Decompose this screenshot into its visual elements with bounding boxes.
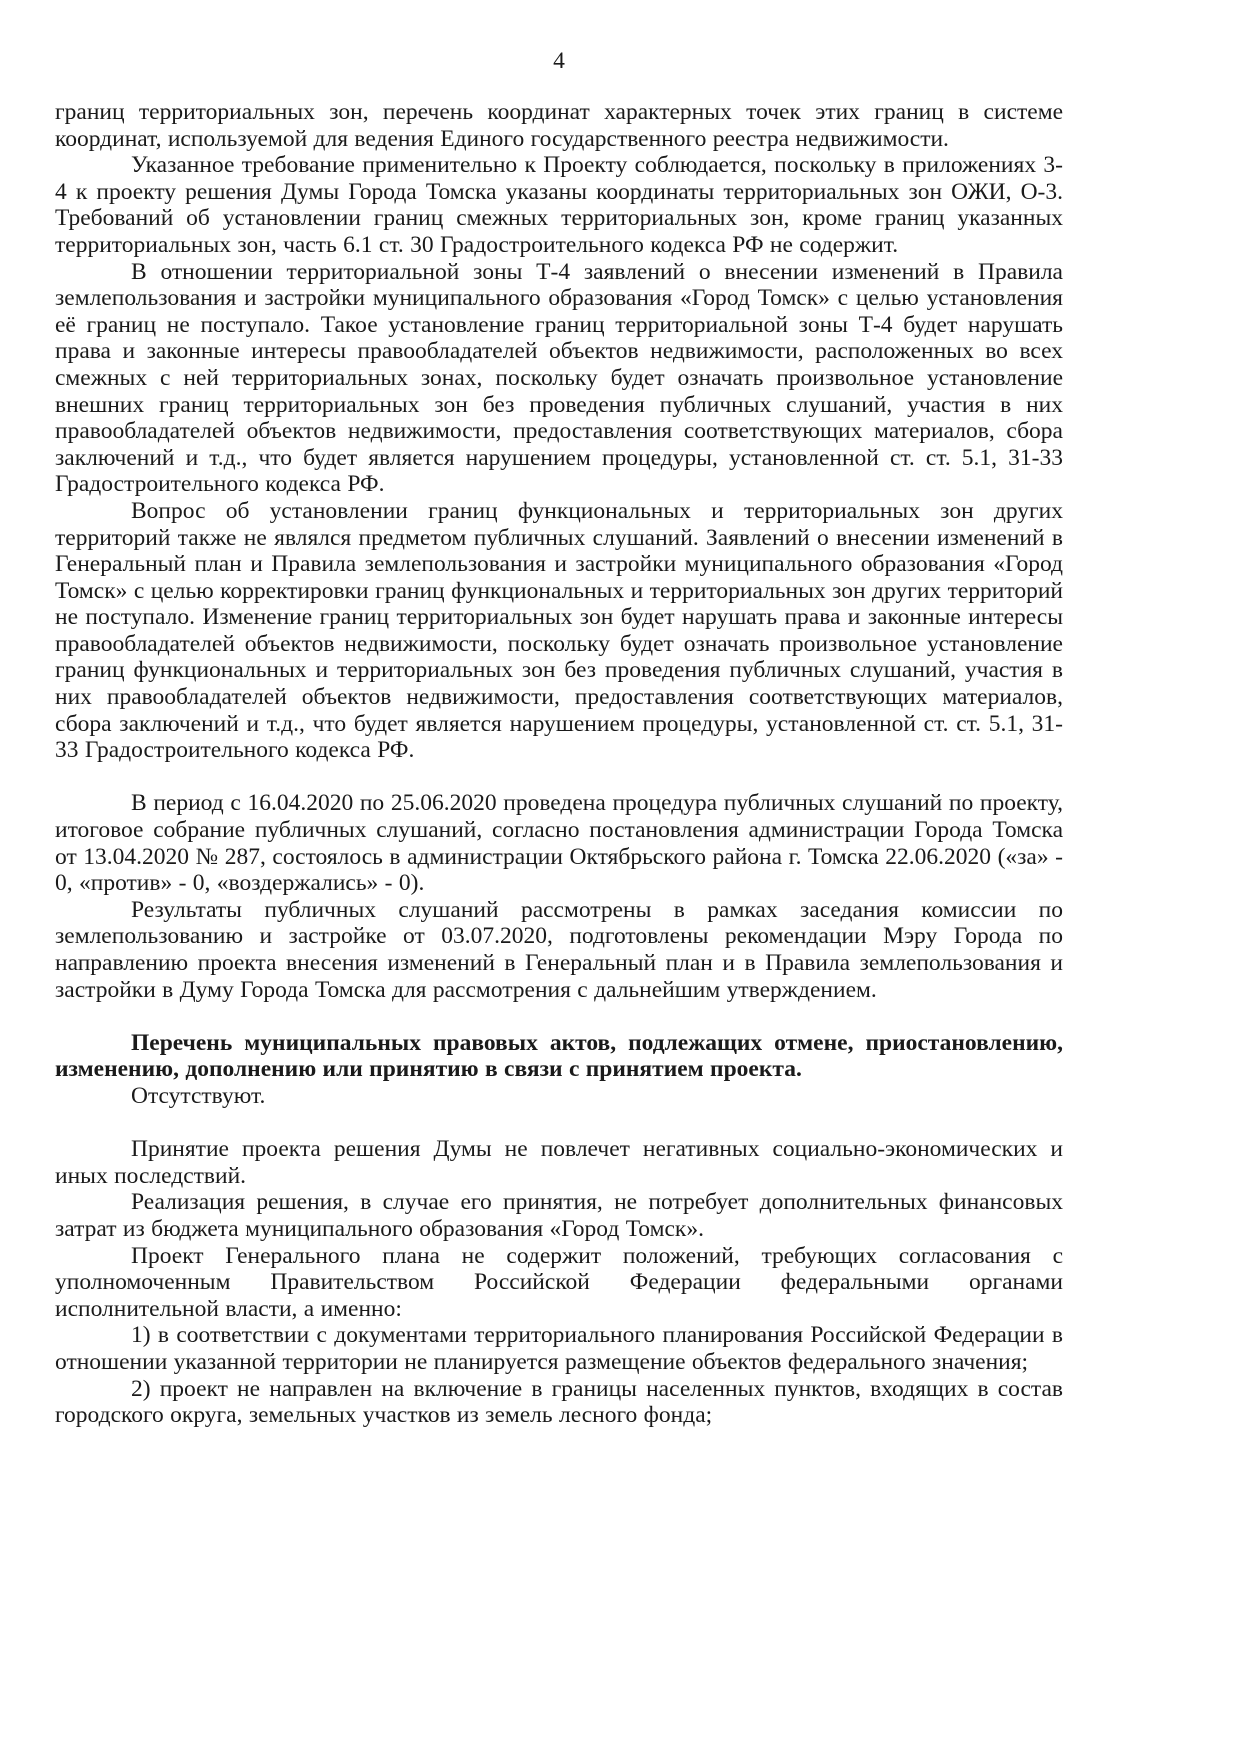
document-body — [55, 99, 1063, 1429]
paragraph-no-financial-costs: Реализация решения, в случае его принятия, не потребует дополнительных финансовых затрат из бюджета муниципального образования «Город Томск». — [55, 1189, 1063, 1242]
paragraph-item-1: 1) в соответствии с документами территориального планирования Российской Федерации в отношении указанной территории не планируется размещение объектов федерального значения; — [55, 1322, 1063, 1375]
paragraph-borders-coordinates: границ территориальных зон, перечень координат характерных точек этих границ в системе координат, используемой для ведения Единого государственного реестра недвижимости. — [55, 99, 1063, 152]
paragraph-item-2: 2) проект не направлен на включение в границы населенных пунктов, входящих в состав городского округа, земельных участков из земель лесного фонда; — [55, 1375, 1063, 1429]
paragraph-no-federal-approval: Проект Генерального плана не содержит положений, требующих согласования с уполномоченным Правительством Российской Федерации федеральными органами исполнительной власти, а именно: — [55, 1242, 1063, 1322]
paragraph-requirement-compliance: Указанное требование применительно к Проекту соблюдается, поскольку в приложениях 3-4 к проекту решения Думы Города Томска указаны координаты территориальных зон ОЖИ, О-3. Требований об установлении границ смежных территориальных зон, кроме границ указанных территориальных зон, часть 6.1 ст. 30 Градостроительного кодекса РФ не содержит. — [55, 152, 1063, 258]
paragraph-zone-t4: В отношении территориальной зоны Т-4 заявлений о внесении изменений в Правила землепользования и застройки муниципального образования «Город Томск» с целью установления её границ не поступало. Такое установление границ территориальной зоны Т-4 будет нарушать права и законные интересы правообладателей объектов недвижимости, расположенных во всех смежных с ней территориальных зонах, поскольку будет означать произвольное установление внешних границ территориальных зон без проведения публичных слушаний, участия в них правообладателей объектов недвижимости, предоставления соответствующих материалов, сбора заключений и т.д., что будет является нарушением процедуры, установленной ст. ст. 5.1, 31-33 Градостроительного кодекса РФ. — [55, 258, 1063, 498]
paragraph-public-hearings-period: В период с 16.04.2020 по 25.06.2020 проведена процедура публичных слушаний по проекту, итоговое собрание публичных слушаний, согласно постановления администрации Города Томска от 13.04.2020 № 287, состоялось в администрации Октябрьского района г. Томска 22.06.2020 («за» - 0, «против» - 0, «воздержались» - 0). — [55, 790, 1063, 897]
paragraph-no-negative-consequences: Принятие проекта решения Думы не повлечет негативных социально-экономических и иных последствий. — [55, 1136, 1063, 1189]
paragraph-hearings-results: Результаты публичных слушаний рассмотрены в рамках заседания комиссии по землепользованию и застройке от 03.07.2020, подготовлены рекомендации Мэру Города по направлению проекта внесения изменений в Генеральный план и в Правила землепользования и застройки в Думу Города Томска для рассмотрения с дальнейшим утверждением. — [55, 896, 1063, 1003]
page-number: 4 — [553, 48, 565, 74]
paragraph-functional-zones: Вопрос об установлении границ функциональных и территориальных зон других территорий также не являлся предметом публичных слушаний. Заявлений о внесении изменений в Генеральный план и Правила землепользования и застройки муниципального образования «Город Томск» с целью корректировки границ функциональных и территориальных зон других территорий не поступало. Изменение границ территориальных зон будет нарушать права и законные интересы правообладателей объектов недвижимости, поскольку будет означать произвольное установление границ функциональных и территориальных зон без проведения публичных слушаний, участия в них правообладателей объектов недвижимости, предоставления соответствующих материалов, сбора заключений и т.д., что будет является нарушением процедуры, установленной ст. ст. 5.1, 31-33 Градостроительного кодекса РФ. — [55, 497, 1063, 764]
heading-acts-list: Перечень муниципальных правовых актов, подлежащих отмене, приостановлению, изменению, дополнению или принятию в связи с принятием проекта. — [55, 1029, 1063, 1083]
paragraph-absent: Отсутствуют. — [131, 1082, 266, 1109]
